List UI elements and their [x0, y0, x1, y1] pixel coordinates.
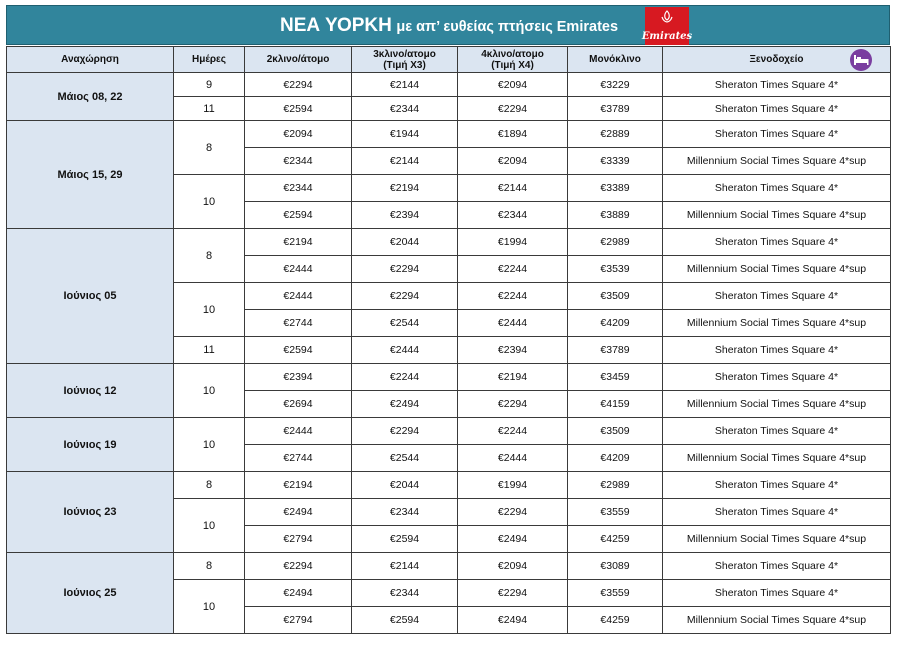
price-single-cell: €3789: [568, 337, 663, 364]
price-single-cell: €3539: [568, 256, 663, 283]
price-quad-cell: €2494: [458, 526, 568, 553]
departure-date-cell: Ιούνιος 05: [7, 229, 174, 364]
price-quad-cell: €1994: [458, 472, 568, 499]
price-triple-cell: €1944: [352, 121, 458, 148]
table-row: [7, 418, 891, 445]
days-cell: 11: [174, 97, 245, 121]
hotel-cell: Millennium Social Times Square 4*sup: [663, 310, 891, 337]
price-quad-cell: €2094: [458, 148, 568, 175]
hotel-cell: Sheraton Times Square 4*: [663, 499, 891, 526]
hotel-cell: Sheraton Times Square 4*: [663, 580, 891, 607]
price-triple-cell: €2144: [352, 553, 458, 580]
table-row: [7, 121, 891, 148]
price-triple-cell: €2594: [352, 526, 458, 553]
price-quad-cell: €2244: [458, 256, 568, 283]
price-single-cell: €3089: [568, 553, 663, 580]
days-cell: 8: [174, 553, 245, 580]
price-quad-cell: €2394: [458, 337, 568, 364]
price-single-cell: €4259: [568, 607, 663, 634]
price-double-cell: €2794: [245, 526, 352, 553]
price-triple-cell: €2144: [352, 148, 458, 175]
hotel-cell: Sheraton Times Square 4*: [663, 73, 891, 97]
price-quad-cell: €2444: [458, 310, 568, 337]
departure-date-cell: Ιούνιος 25: [7, 553, 174, 634]
hotel-cell: Sheraton Times Square 4*: [663, 553, 891, 580]
departure-date-cell: Μάιος 15, 29: [7, 121, 174, 229]
header-row: [7, 47, 891, 73]
departure-date-cell: Ιούνιος 12: [7, 364, 174, 418]
table-row: [7, 364, 891, 391]
col-triple-label: 3κλινο/ατομο: [373, 48, 436, 60]
hotel-cell: Millennium Social Times Square 4*sup: [663, 607, 891, 634]
price-single-cell: €3559: [568, 499, 663, 526]
price-sheet: [6, 5, 890, 634]
col-quad-note: (Τιμή Χ4): [491, 59, 534, 71]
hotel-cell: Sheraton Times Square 4*: [663, 175, 891, 202]
logo-text: Emirates: [641, 31, 693, 42]
price-single-cell: €4159: [568, 391, 663, 418]
bed-icon: [850, 49, 872, 71]
price-double-cell: €2194: [245, 472, 352, 499]
price-triple-cell: €2394: [352, 202, 458, 229]
price-double-cell: €2594: [245, 97, 352, 121]
price-single-cell: €4259: [568, 526, 663, 553]
days-cell: 8: [174, 472, 245, 499]
price-quad-cell: €1994: [458, 229, 568, 256]
price-double-cell: €2294: [245, 553, 352, 580]
price-triple-cell: €2544: [352, 310, 458, 337]
col-double: 2κλινο/άτομο: [245, 47, 352, 73]
departure-date-cell: Μάιος 08, 22: [7, 73, 174, 121]
departure-date-cell: Ιούνιος 23: [7, 472, 174, 553]
hotel-cell: Millennium Social Times Square 4*sup: [663, 391, 891, 418]
days-cell: 8: [174, 229, 245, 283]
price-single-cell: €4209: [568, 310, 663, 337]
price-triple-cell: €2544: [352, 445, 458, 472]
price-double-cell: €2594: [245, 202, 352, 229]
price-quad-cell: €2494: [458, 607, 568, 634]
days-cell: 11: [174, 337, 245, 364]
days-cell: 8: [174, 121, 245, 175]
price-triple-cell: €2494: [352, 391, 458, 418]
price-triple-cell: €2294: [352, 256, 458, 283]
price-single-cell: €3389: [568, 175, 663, 202]
price-single-cell: €3459: [568, 364, 663, 391]
price-double-cell: €2294: [245, 73, 352, 97]
col-triple-note: (Τιμή Χ3): [383, 59, 426, 71]
title-banner: [6, 5, 890, 45]
price-quad-cell: €2444: [458, 445, 568, 472]
price-quad-cell: €2344: [458, 202, 568, 229]
hotel-cell: Sheraton Times Square 4*: [663, 121, 891, 148]
hotel-cell: Sheraton Times Square 4*: [663, 337, 891, 364]
price-quad-cell: €2144: [458, 175, 568, 202]
hotel-cell: Sheraton Times Square 4*: [663, 364, 891, 391]
hotel-cell: Sheraton Times Square 4*: [663, 97, 891, 121]
price-quad-cell: €2094: [458, 553, 568, 580]
hotel-cell: Millennium Social Times Square 4*sup: [663, 445, 891, 472]
hotel-cell: Millennium Social Times Square 4*sup: [663, 526, 891, 553]
hotel-cell: Sheraton Times Square 4*: [663, 229, 891, 256]
price-triple-cell: €2044: [352, 229, 458, 256]
price-quad-cell: €1894: [458, 121, 568, 148]
table-row: [7, 472, 891, 499]
hotel-cell: Millennium Social Times Square 4*sup: [663, 202, 891, 229]
price-triple-cell: €2344: [352, 97, 458, 121]
price-table: [6, 46, 891, 634]
days-cell: 10: [174, 283, 245, 337]
price-triple-cell: €2344: [352, 580, 458, 607]
price-double-cell: €2744: [245, 445, 352, 472]
page-title: [7, 6, 891, 46]
price-triple-cell: €2044: [352, 472, 458, 499]
hotel-cell: Sheraton Times Square 4*: [663, 418, 891, 445]
table-row: [7, 229, 891, 256]
table-row: [7, 73, 891, 97]
price-double-cell: €2594: [245, 337, 352, 364]
days-cell: 10: [174, 418, 245, 472]
price-double-cell: €2694: [245, 391, 352, 418]
price-quad-cell: €2194: [458, 364, 568, 391]
price-double-cell: €2494: [245, 499, 352, 526]
price-double-cell: €2744: [245, 310, 352, 337]
price-triple-cell: €2344: [352, 499, 458, 526]
price-quad-cell: €2294: [458, 391, 568, 418]
col-triple: [352, 47, 458, 73]
days-cell: 9: [174, 73, 245, 97]
title-subtitle: με απ’ ευθείας πτήσεις Emirates: [396, 19, 619, 35]
col-hotel-label: Ξενοδοχείο: [749, 54, 804, 65]
price-double-cell: €2344: [245, 175, 352, 202]
days-cell: 10: [174, 175, 245, 229]
hotel-cell: Sheraton Times Square 4*: [663, 472, 891, 499]
price-double-cell: €2794: [245, 607, 352, 634]
price-double-cell: €2344: [245, 148, 352, 175]
emirates-logo-icon: [641, 7, 693, 45]
price-triple-cell: €2294: [352, 283, 458, 310]
price-triple-cell: €2244: [352, 364, 458, 391]
col-days: Ημέρες: [174, 47, 245, 73]
price-quad-cell: €2244: [458, 418, 568, 445]
price-single-cell: €2989: [568, 472, 663, 499]
days-cell: 10: [174, 580, 245, 634]
price-single-cell: €2889: [568, 121, 663, 148]
hotel-cell: Sheraton Times Square 4*: [663, 283, 891, 310]
emirates-emblem-icon: [659, 10, 675, 26]
price-double-cell: €2194: [245, 229, 352, 256]
price-single-cell: €3789: [568, 97, 663, 121]
col-departure: Αναχώρηση: [7, 47, 174, 73]
departure-date-cell: Ιούνιος 19: [7, 418, 174, 472]
price-double-cell: €2094: [245, 121, 352, 148]
table-body: [7, 73, 891, 634]
price-quad-cell: €2294: [458, 97, 568, 121]
days-cell: 10: [174, 499, 245, 553]
price-double-cell: €2444: [245, 418, 352, 445]
col-hotel: [663, 47, 891, 73]
price-quad-cell: €2094: [458, 73, 568, 97]
price-triple-cell: €2444: [352, 337, 458, 364]
price-single-cell: €3509: [568, 418, 663, 445]
hotel-cell: Millennium Social Times Square 4*sup: [663, 256, 891, 283]
price-triple-cell: €2144: [352, 73, 458, 97]
price-double-cell: €2394: [245, 364, 352, 391]
table-row: [7, 553, 891, 580]
price-triple-cell: €2594: [352, 607, 458, 634]
hotel-cell: Millennium Social Times Square 4*sup: [663, 148, 891, 175]
price-triple-cell: €2194: [352, 175, 458, 202]
title-destination: ΝΕΑ ΥΟΡΚΗ: [279, 15, 392, 36]
days-cell: 10: [174, 364, 245, 418]
price-single-cell: €4209: [568, 445, 663, 472]
price-single-cell: €3509: [568, 283, 663, 310]
price-triple-cell: €2294: [352, 418, 458, 445]
price-quad-cell: €2294: [458, 499, 568, 526]
price-single-cell: €3889: [568, 202, 663, 229]
price-quad-cell: €2294: [458, 580, 568, 607]
price-double-cell: €2444: [245, 283, 352, 310]
price-single-cell: €3559: [568, 580, 663, 607]
col-single: Μονόκλινο: [568, 47, 663, 73]
price-single-cell: €2989: [568, 229, 663, 256]
price-single-cell: €3229: [568, 73, 663, 97]
col-quad: [458, 47, 568, 73]
price-double-cell: €2494: [245, 580, 352, 607]
col-quad-label: 4κλινο/ατομο: [481, 48, 544, 60]
price-single-cell: €3339: [568, 148, 663, 175]
price-double-cell: €2444: [245, 256, 352, 283]
price-quad-cell: €2244: [458, 283, 568, 310]
